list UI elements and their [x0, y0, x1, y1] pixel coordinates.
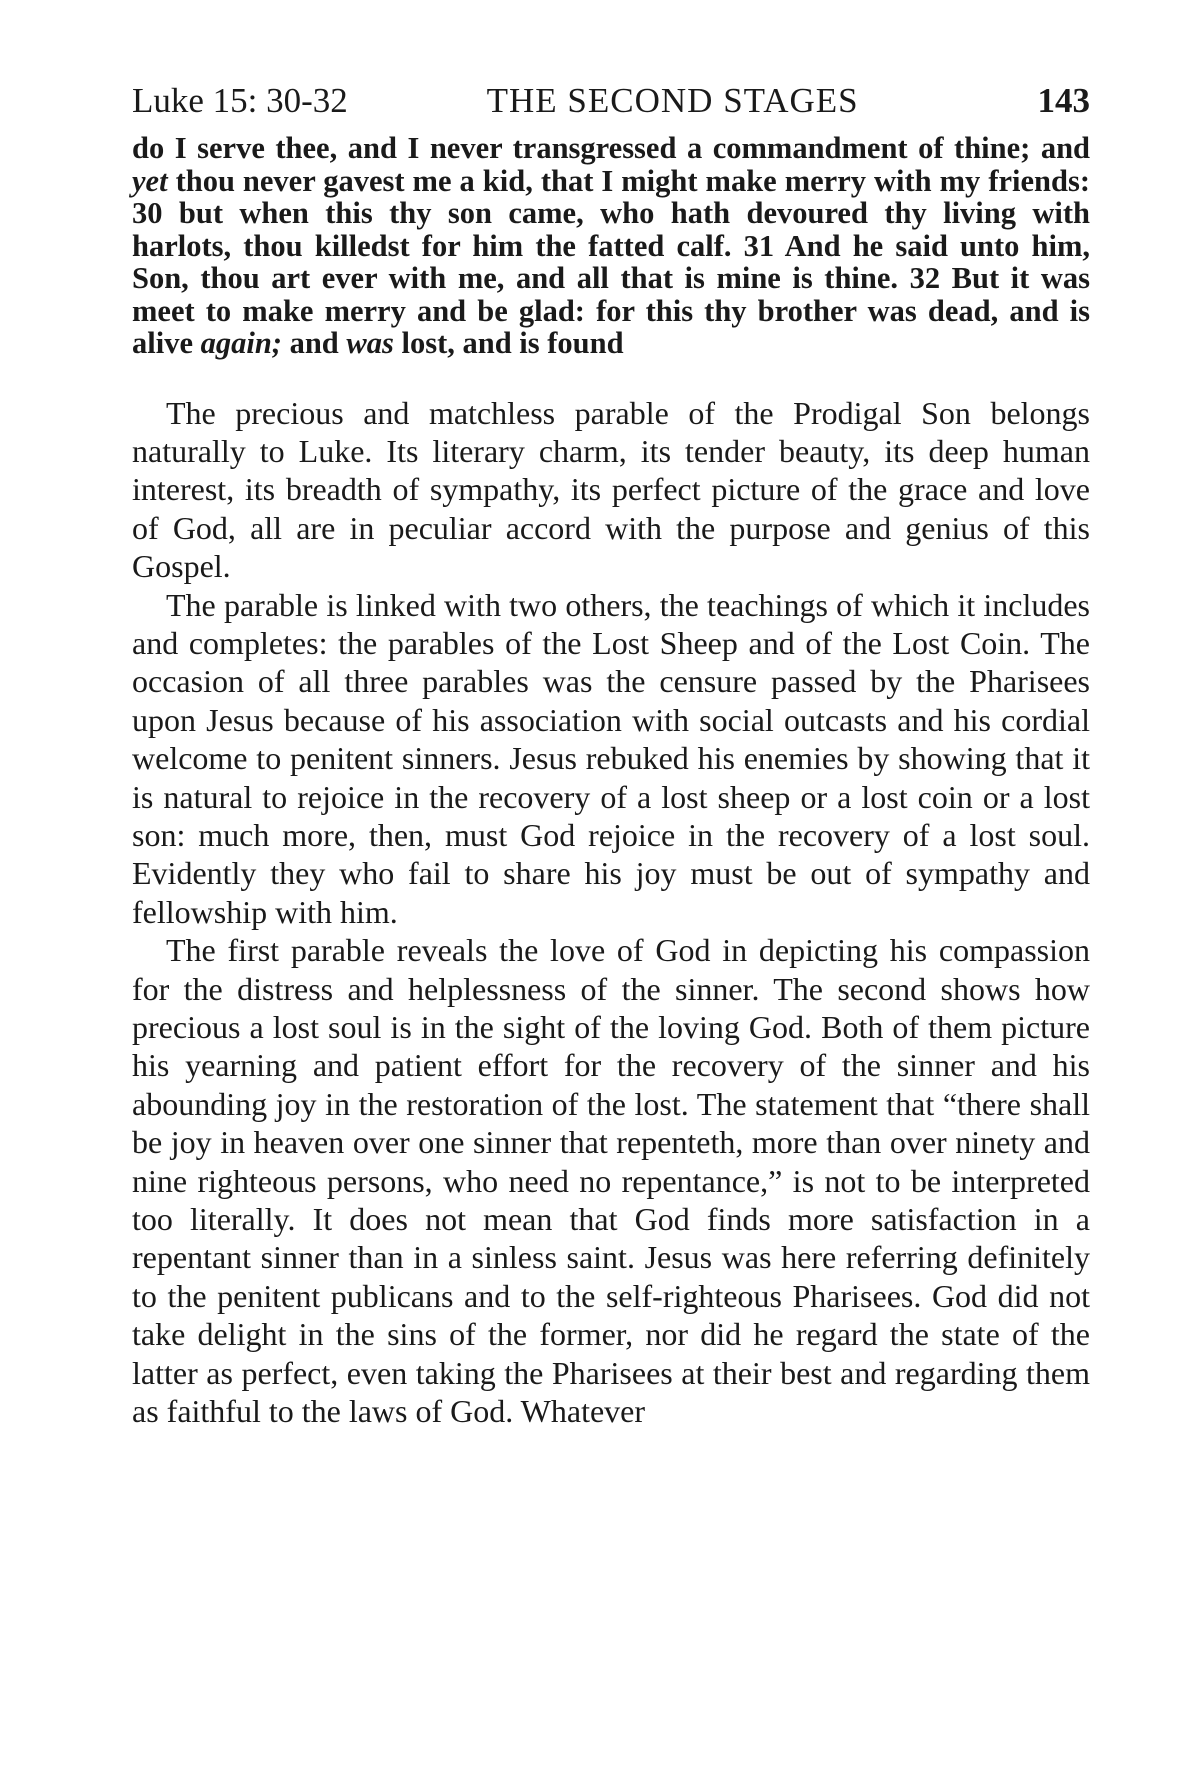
page-number: 143: [1037, 81, 1090, 120]
chapter-title: THE SECOND STAGES: [486, 81, 859, 120]
scripture-passage: [132, 132, 1090, 360]
scripture-segment-italic: was: [346, 326, 394, 360]
running-head: [132, 78, 1090, 124]
commentary-paragraph: The first parable reveals the love of God in depicting his compassion for the distress and helplessness of the sinner. The second shows how precious a lost soul is in the sight of the loving God. Both of them picture his yearning and patient effort for the recovery of the sinner and his abounding joy in the restoration of the lost. The statement that “there shall be joy in heaven over one sinner that repenteth, more than over ninety and nine righteous persons, who need no repentance,” is not to be interpreted too literally. It does not mean that God finds more satisfaction in a repentant sinner than in a sinless saint. Jesus was here referring definitely to the penitent publicans and to the self-righteous Pharisees. God did not take delight in the sins of the former, nor did he regard the state of the latter as perfect, even taking the Pharisees at their best and regarding them as faithful to the laws of God. Whatever: [132, 932, 1090, 1430]
scripture-segment-italic: again;: [200, 326, 282, 360]
commentary-body: [132, 394, 1090, 1431]
scripture-reference: Luke 15: 30-32: [132, 81, 348, 120]
scripture-segment: thou never gavest me a kid, that I might make merry with my friends: 30 but when this thy son came, who hath devoured thy living with harlots, thou killedst for him the fatted calf. 31 And he said unto him, Son, thou art ever with me, and all that is mine is thine. 32 But it was meet to make merry and be glad: for this thy brother was dead, and is alive: [132, 163, 1090, 360]
scripture-segment: do I serve thee, and I never transgressed a commandment of thine; and: [132, 131, 1090, 165]
book-page: [132, 78, 1090, 1430]
commentary-paragraph: The parable is linked with two others, the teachings of which it includes and completes: the parables of the Lost Sheep and of the Lost Coin. The occasion of all three parables was the censure passed by the Pharisees upon Jesus because of his association with social outcasts and his cordial welcome to penitent sinners. Jesus rebuked his enemies by showing that it is natural to rejoice in the recovery of a lost sheep or a lost coin or a lost son: much more, then, must God rejoice in the recovery of a lost soul. Evidently they who fail to share his joy must be out of sympathy and fellowship with him.: [132, 586, 1090, 930]
commentary-paragraph: The precious and matchless parable of the Prodigal Son belongs naturally to Luke. Its literary charm, its tender beauty, its deep human interest, its breadth of sympathy, its perfect picture of the grace and love of God, all are in peculiar accord with the purpose and genius of this Gospel.: [132, 394, 1090, 585]
scripture-segment: and: [281, 326, 347, 360]
scripture-segment: lost, and is found: [393, 326, 624, 360]
scripture-segment-italic: yet: [132, 163, 168, 198]
